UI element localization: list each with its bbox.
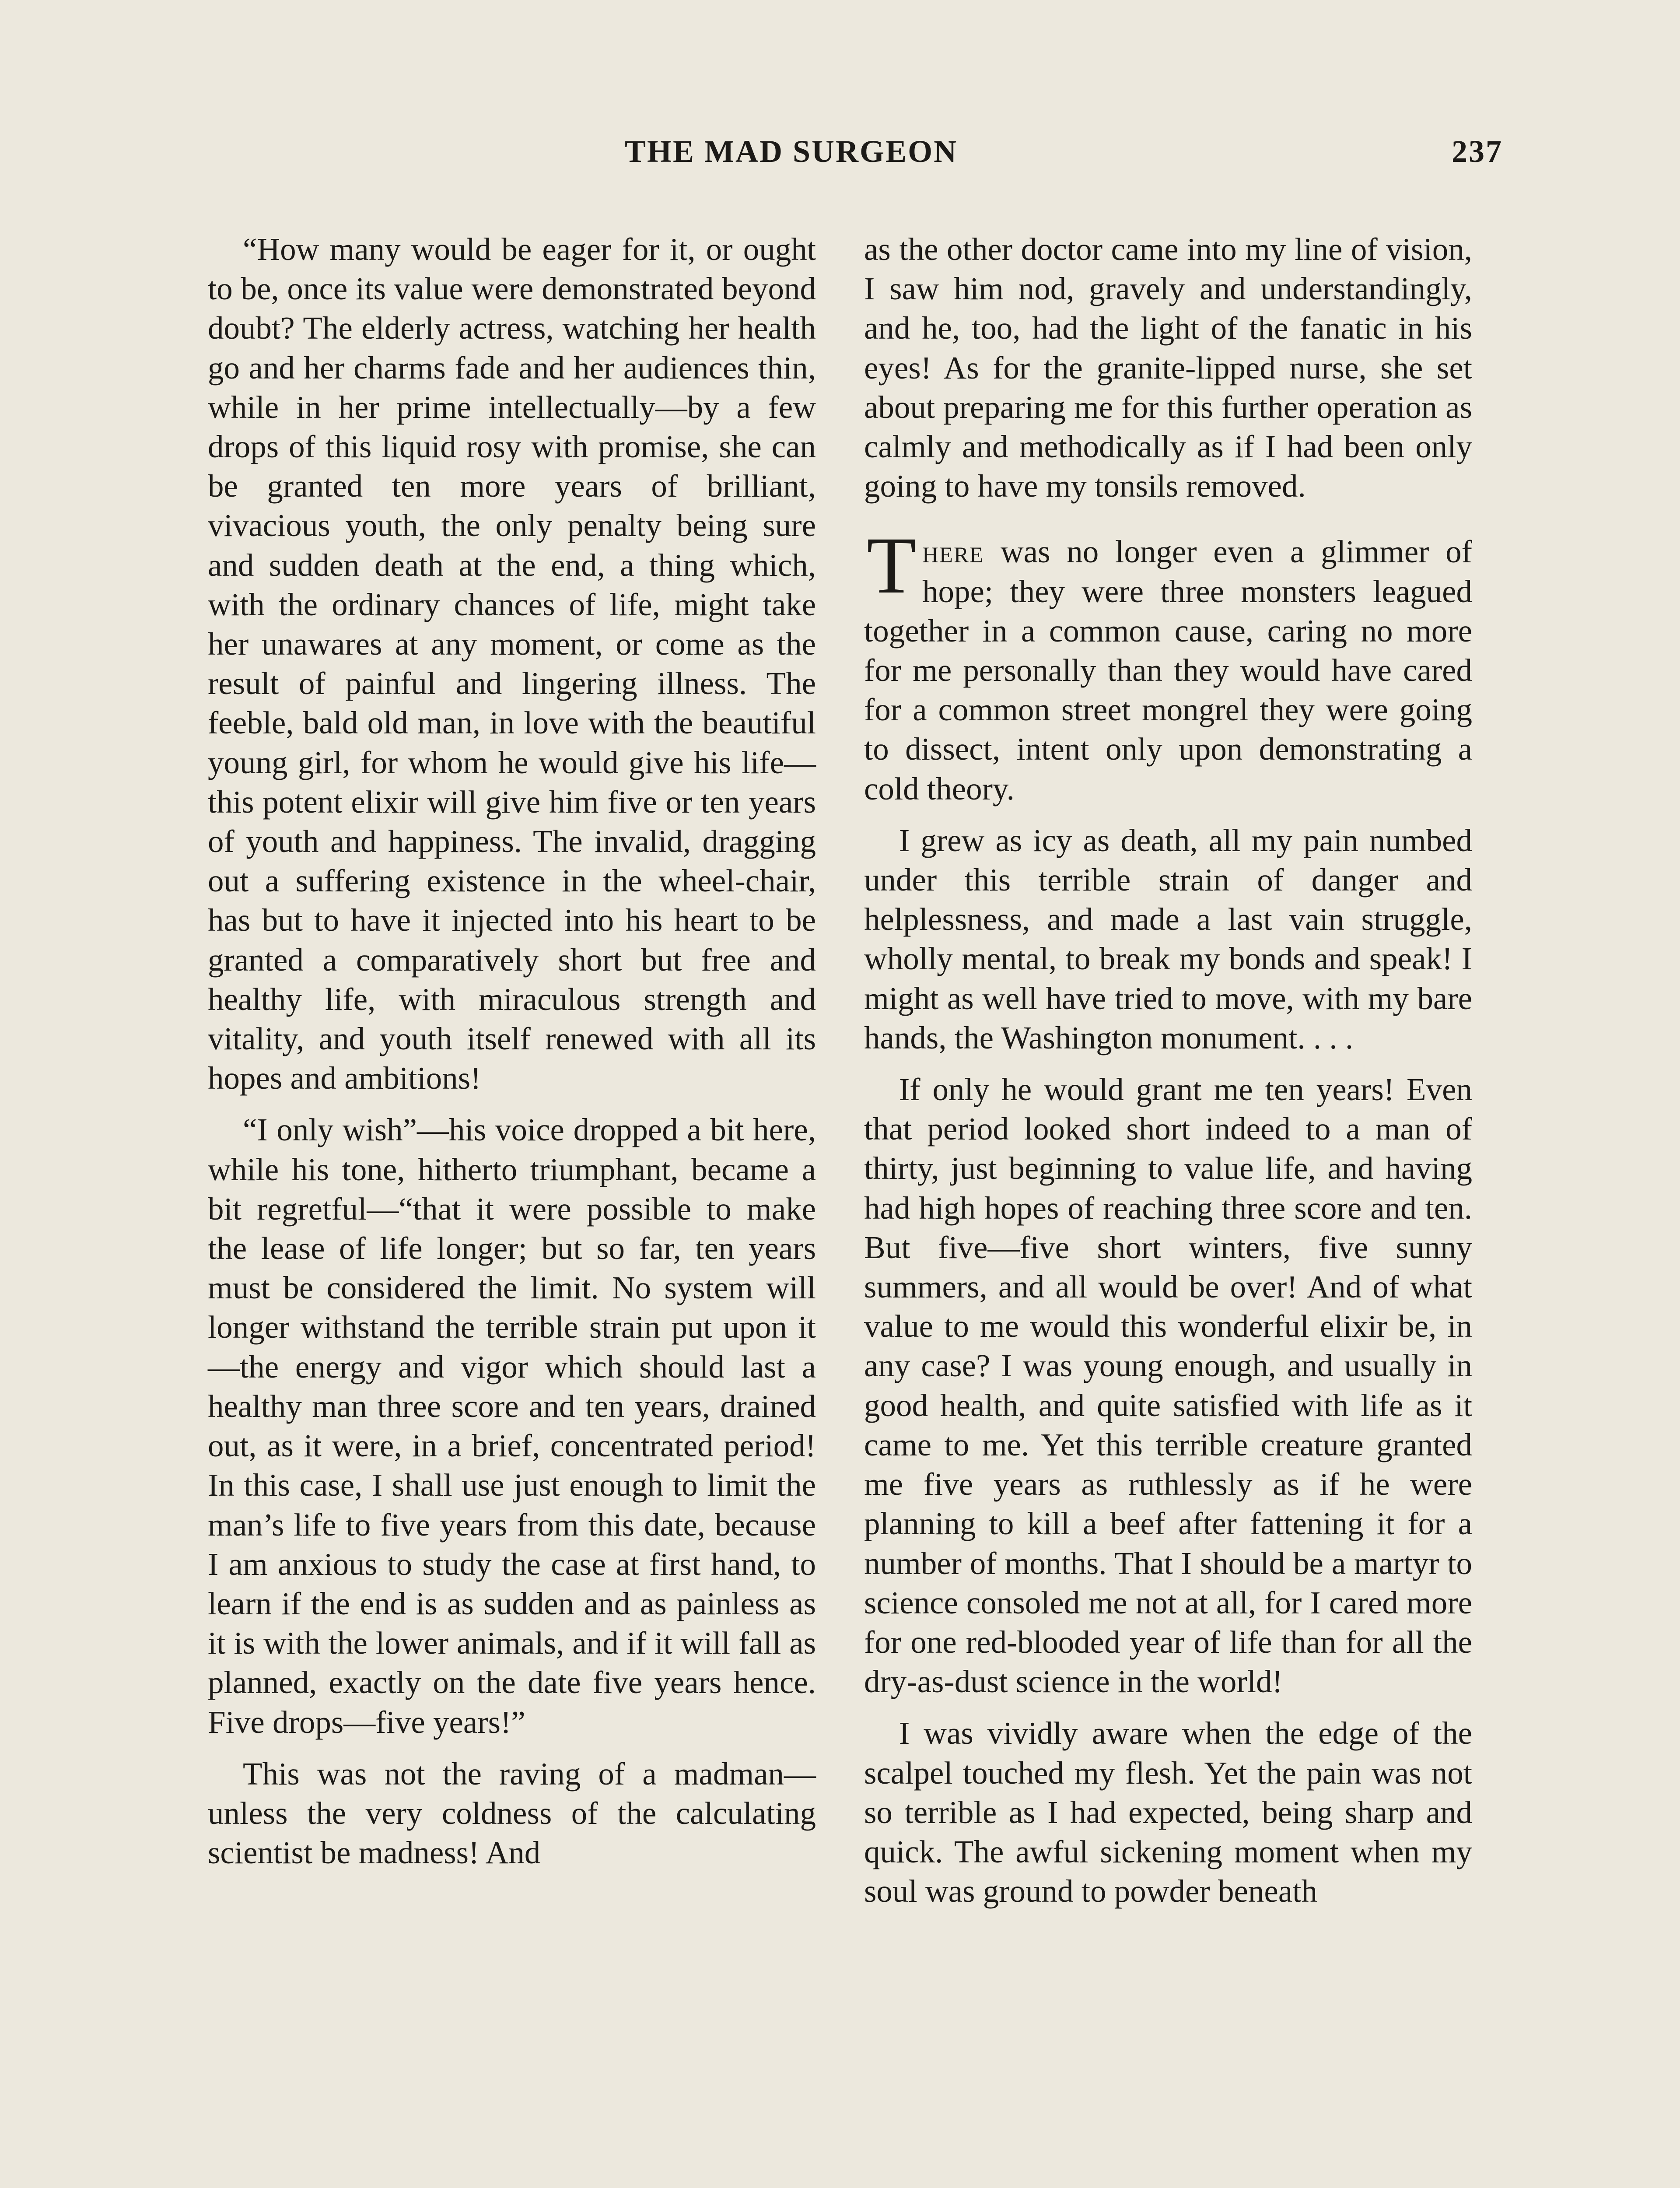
right-paragraph-3: I grew as icy as death, all my pain numbed under this terrible strain of danger and helplessness, and made a last vain struggle, wholly mental, to break my bonds and speak! I might as well have tried to move, with my bare hands, the Washington monument. . . . [864, 822, 1472, 1055]
right-column [864, 230, 1472, 1911]
right-paragraph-2-text: was no longer even a glimmer of hope; they were three monsters leagued together in a common cause, caring no more for me personally than they would have cared for a common street mongrel they were going to dissect, intent only upon demonstrating a cold theory. [864, 534, 1472, 806]
right-paragraph-4: If only he would grant me ten years! Even that period looked short indeed to a man of thirty, just beginning to value life, and having had high hopes of reaching three score and ten. But five—five short winters, five sunny summers, and all would be over! And of what value to me would this wonderful elixir be, in any case? I was young enough, and usually in good health, and quite satisfied with life as it came to me. Yet this terrible creature granted me five years as ruthlessly as if he were planning to kill a beef after fattening it for a number of months. That I should be a martyr to science consoled me not at all, for I cared more for one red-blooded year of life than for all the dry-as-dust science in the world! [864, 1072, 1472, 1700]
left-paragraph-1: “How many would be eager for it, or ought to be, once its value were demonstrated beyond doubt? The elderly actress, watching her health go and her charms fade and her audiences thin, while in her prime intellectually—by a few drops of this liquid rosy with promise, she can be granted ten more years of brilliant, vivacious youth, the only penalty being sure and sudden death at the end, a thing which, with the ordinary chances of life, might take her unawares at any moment, or come as the result of painful and lingering illness. The feeble, bald old man, in love with the beautiful young girl, for whom he would give his life—this potent elixir will give him five or ten years of youth and happiness. The invalid, dragging out a suffering existence in the wheel-chair, has but to have it injected into his heart to be granted a comparatively short but free and healthy life, with miraculous strength and vitality, and youth itself renewed with all its hopes and ambitions! [208, 231, 816, 1096]
right-paragraph-1: as the other doctor came into my line of vision, I saw him nod, gravely and understandingly, and he, too, had the light of the fanatic in his eyes! As for the granite-lipped nurse, she set about preparing me for this further operation as calmly and methodically as if I had been only going to have my tonsils removed. [864, 231, 1472, 504]
running-head [0, 133, 1680, 173]
right-paragraph-5: I was vividly aware when the edge of the scalpel touched my flesh. Yet the pain was not so terrible as I had expected, being sharp and quick. The awful sickening moment when my soul was ground to powder beneath [864, 1715, 1472, 1909]
drop-cap: T [867, 521, 917, 611]
running-title: THE MAD SURGEON [625, 134, 958, 169]
small-caps-lead: here [922, 534, 984, 570]
left-paragraph-3: This was not the raving of a madman—unless the very coldness of the calculating scientist be madness! And [208, 1756, 816, 1871]
right-paragraph-2 [864, 521, 1472, 808]
page-number: 237 [1452, 134, 1503, 169]
left-paragraph-2: “I only wish”—his voice dropped a bit here, while his tone, hitherto triumphant, became a bit regretful—“that it were possible to make the lease of life longer; but so far, ten years must be considered the limit. No system will longer withstand the terrible strain put upon it—the energy and vigor which should last a healthy man three score and ten years, drained out, as it were, in a brief, concentrated period! In this case, I shall use just enough to limit the man’s life to five years from this date, because I am anxious to study the case at first hand, to learn if the end is as sudden and as painless as it is with the lower animals, and if it will fall as planned, exactly on the date five years hence. Five drops—five years!” [208, 1112, 816, 1740]
left-column [208, 230, 816, 1872]
